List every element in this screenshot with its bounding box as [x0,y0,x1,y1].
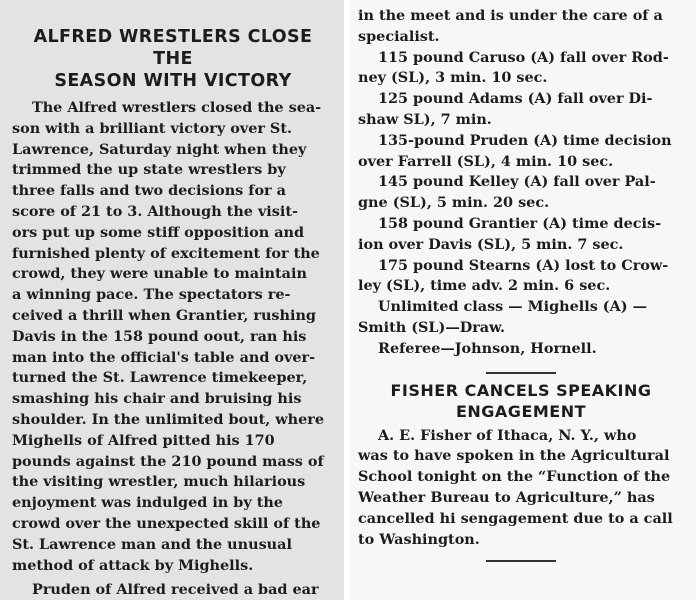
headline-line: SEASON WITH VICTORY [54,71,292,91]
body-line: Mighells of Alfred pitted his 170 [12,431,275,449]
body-line: son with a brilliant victory over St. [12,119,292,137]
result-line: Unlimited class — Mighells (A) — [378,298,647,316]
body-line: smashing his chair and bruising his [12,390,302,408]
right-column [350,0,696,600]
result-item [358,131,684,173]
pruden-paragraph [12,580,334,601]
body-line: specialist. [358,27,440,45]
body-line: cancelled hi sengagement due to a call [358,509,673,527]
body-line: Pruden of Alfred received a bad ear [32,581,319,599]
result-line: Smith (SL)—Draw. [358,318,506,336]
body-line: ceived a thrill when Grantier, rushing [12,306,316,324]
body-line: School tonight on the “Function of the [358,468,671,486]
headline-line: ALFRED WRESTLERS CLOSE THE [33,27,313,69]
result-line: ion over Davis (SL), 5 min. 7 sec. [358,235,624,253]
continuation-text [358,6,684,48]
result-line: 175 pound Stearns (A) lost to Crow- [378,256,669,274]
body-line: a winning pace. The spectators re- [12,286,291,304]
result-item [358,297,684,339]
result-item [358,172,684,214]
body-line: the visiting wrestler, much hilarious [12,473,306,491]
body-line: ors put up some stiff opposition and [12,223,305,241]
result-line: ley (SL), time adv. 2 min. 6 sec. [358,277,611,295]
body-line: Weather Bureau to Agriculture,” has [358,488,655,506]
headline-line: ENGAGEMENT [455,401,587,421]
body-line: man into the official's table and over- [12,348,316,366]
result-item [358,256,684,298]
result-item [358,48,684,90]
body-line: Davis in the 158 pound oout, ran his [12,327,307,345]
body-line: in the meet and is under the care of a [358,7,663,24]
body-line: Lawrence, Saturday night when they [12,140,307,158]
results-list [358,48,684,339]
body-line: enjoyment was indulged in by the [12,494,283,512]
result-line: 115 pound Caruso (A) fall over Rod- [378,48,669,66]
wrestlers-headline [12,26,334,92]
result-item [358,89,684,131]
result-line: over Farrell (SL), 4 min. 10 sec. [358,152,614,170]
body-line: furnished plenty of excitement for the [12,244,320,262]
body-line: three falls and two decisions for a [12,182,286,200]
body-line: A. E. Fisher of Ithaca, N. Y., who [378,426,637,444]
headline-line: FISHER CANCELS SPEAKING [390,380,652,400]
result-line: 158 pound Grantier (A) time decis- [378,214,662,232]
body-line: was to have spoken in the Agricultural [358,447,670,465]
wrestlers-article-body [12,98,334,576]
body-line: turned the St. Lawrence timekeeper, [12,369,308,387]
body-line: The Alfred wrestlers closed the sea- [32,99,322,116]
fisher-headline [358,380,684,422]
left-column [0,0,344,600]
referee-line [358,339,684,360]
body-line: crowd, they were unable to maintain [12,265,307,283]
body-line: trimmed the up state wrestlers by [12,161,286,179]
body-line: score of 21 to 3. Although the visit- [12,202,298,220]
body-line: pounds against the 210 pound mass of [12,452,324,470]
referee-text: Referee—Johnson, Hornell. [378,339,597,357]
result-line: 135-pound Pruden (A) time decision [378,131,672,149]
fisher-article-body [358,426,684,551]
result-line: gne (SL), 5 min. 20 sec. [358,194,550,212]
end-divider [486,560,556,562]
body-line: to Washington. [358,530,480,548]
body-line: St. Lawrence man and the unusual [12,535,292,553]
result-item [358,214,684,256]
result-line: 125 pound Adams (A) fall over Di- [378,90,653,108]
result-line: shaw SL), 7 min. [358,110,492,128]
body-line: shoulder. In the unlimited bout, where [12,410,325,428]
section-divider [486,372,556,374]
result-line: ney (SL), 3 min. 10 sec. [358,69,548,87]
body-line: method of attack by Mighells. [12,556,254,574]
result-line: 145 pound Kelley (A) fall over Pal- [378,173,656,191]
body-line: crowd over the unexpected skill of the [12,514,321,532]
